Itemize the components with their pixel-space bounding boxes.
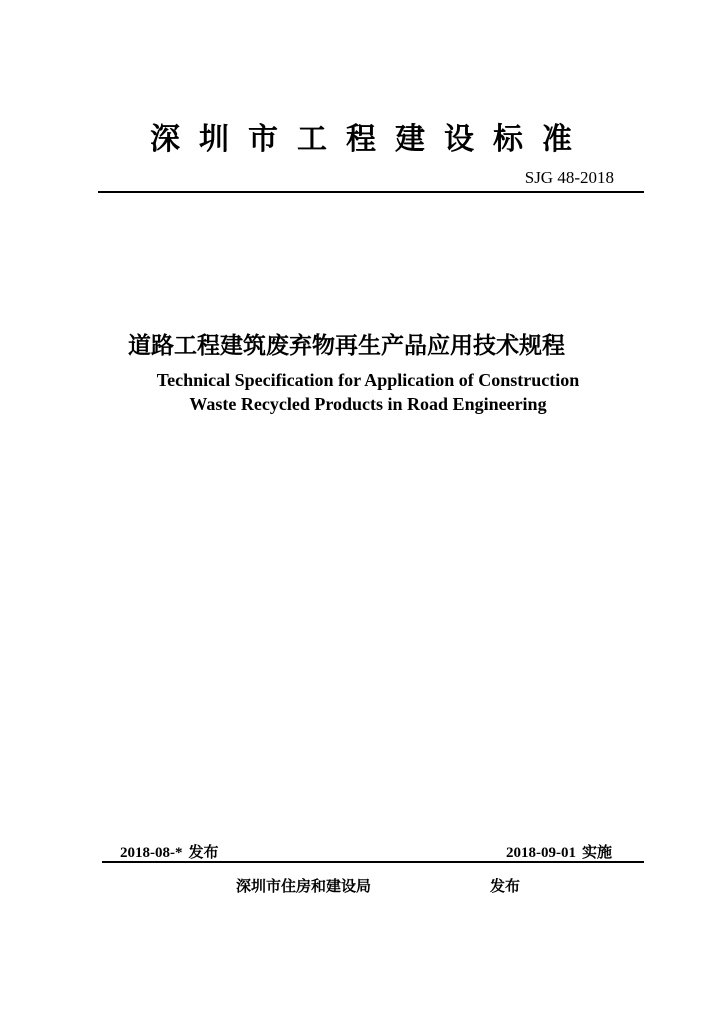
header-divider bbox=[98, 191, 644, 193]
effective-label: 实施 bbox=[581, 843, 612, 861]
effective-date-block bbox=[506, 842, 612, 863]
document-title-chinese: 道路工程建筑废弃物再生产品应用技术规程 bbox=[128, 333, 565, 359]
issue-label: 发布 bbox=[188, 843, 219, 861]
footer-divider bbox=[102, 861, 644, 863]
standard-code: SJG 48-2018 bbox=[524, 168, 614, 187]
english-title-line-1: Technical Specification for Application of Construction bbox=[156, 370, 580, 390]
effective-date: 2018-09-01 bbox=[505, 845, 576, 861]
document-title-english bbox=[96, 368, 640, 416]
issue-date: 2018-08-* bbox=[120, 845, 183, 861]
issue-date-block bbox=[120, 842, 219, 863]
issuing-authority: 深圳市住房和建设局 bbox=[236, 877, 372, 895]
english-title-line-2: Waste Recycled Products in Road Engineering bbox=[189, 394, 547, 414]
standard-series-title: 深圳市工程建设标准 bbox=[150, 122, 591, 157]
issuing-action: 发布 bbox=[490, 877, 521, 895]
